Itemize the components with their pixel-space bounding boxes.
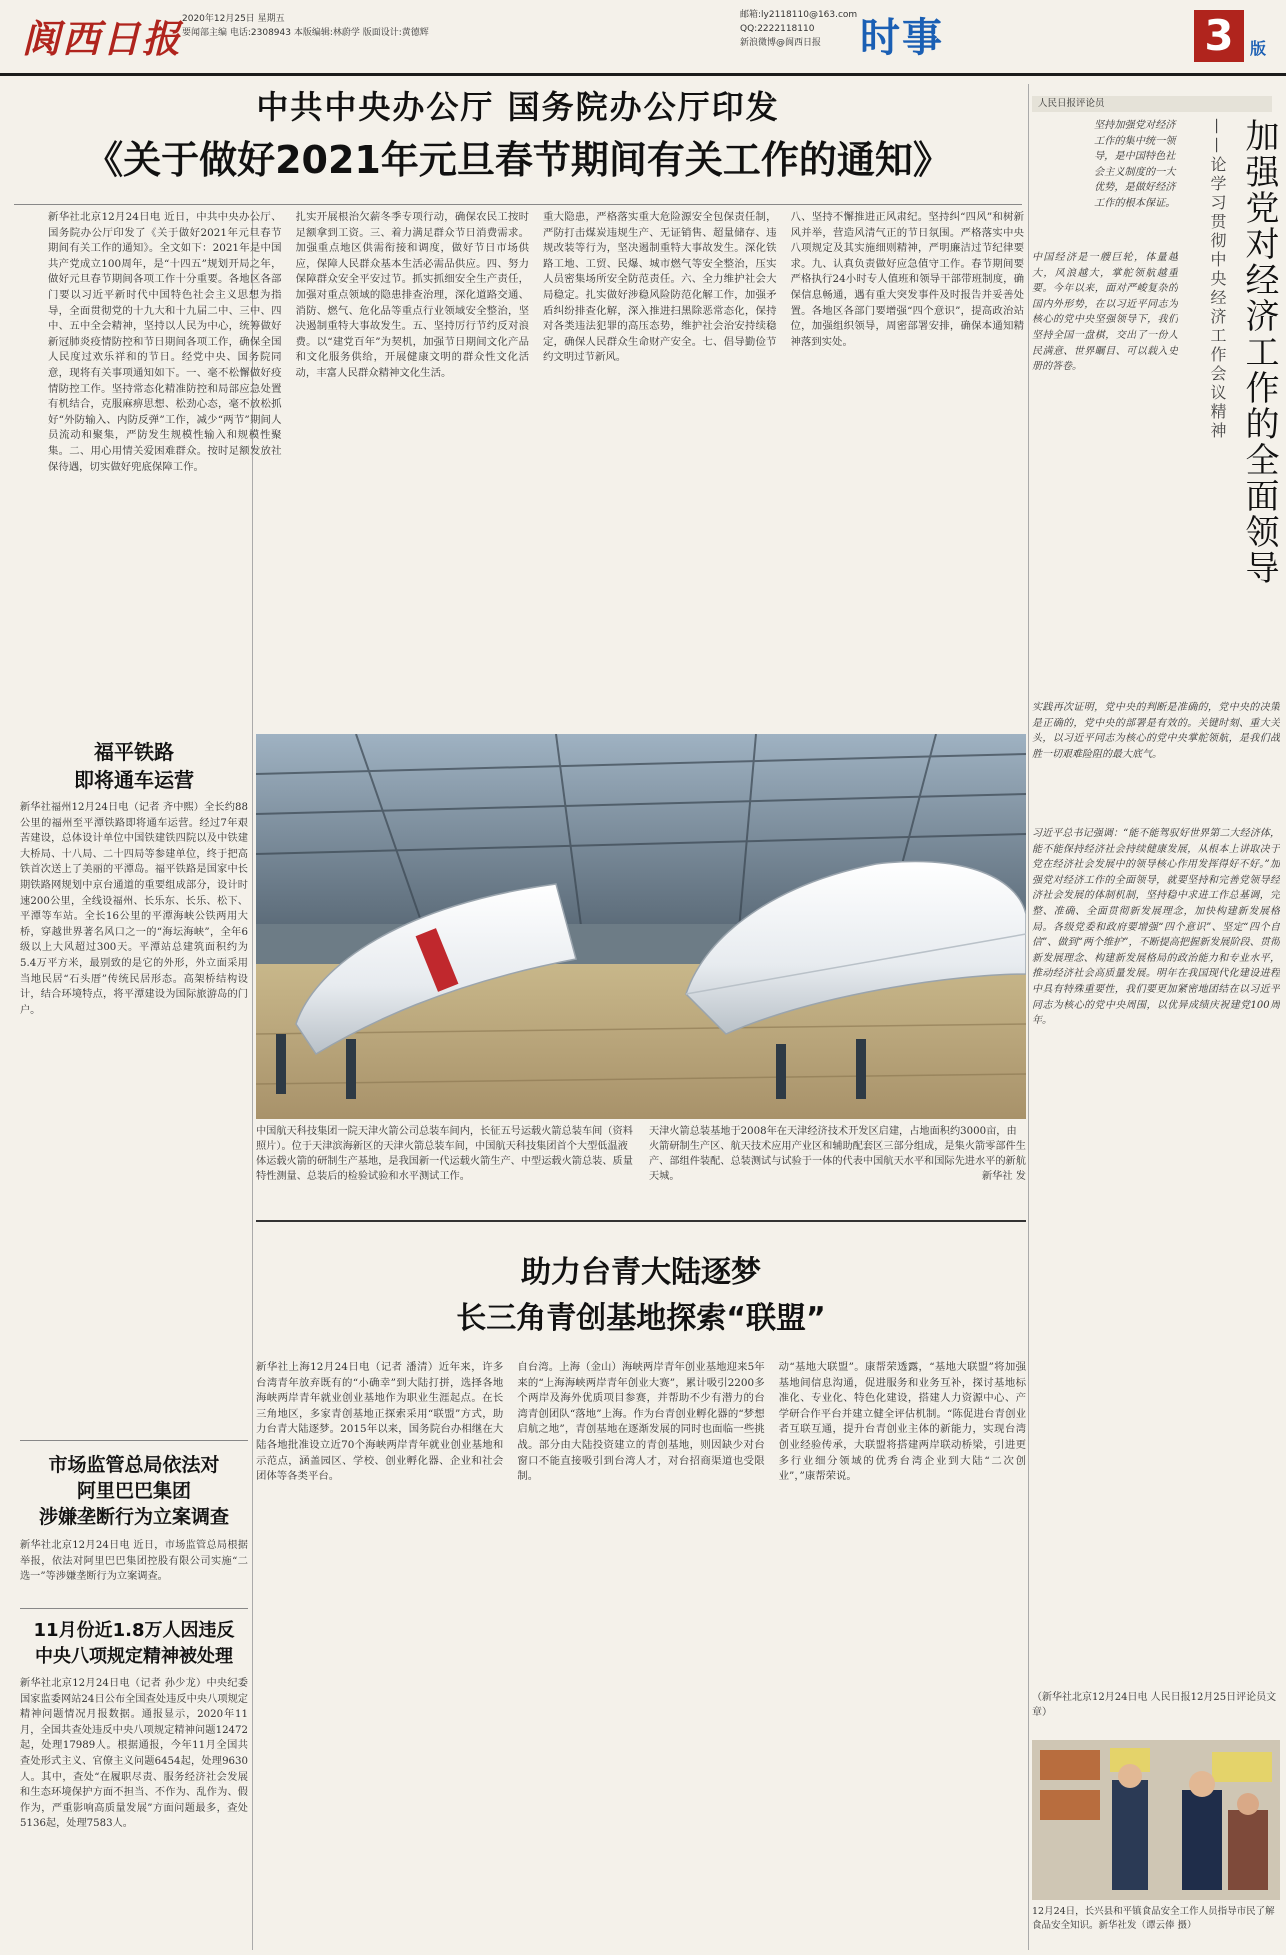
masthead (0, 0, 1286, 76)
photo-caption-left: 中国航天科技集团一院天津火箭公司总装车间内，长征五号运载火箭总装车间（资料照片）。位于天津滨海新区的天津火箭总装车间，中国航天科技集团首个大型低温液体运载火箭的研制生产基地，是我国新一代运载火箭生产、中型运载火箭总装、质量特性测量、总装后的检验试验和水平测试工作。 (256, 1126, 633, 1182)
commentary-body: 实践再次证明，党中央的判断是准确的，党中央的决策是正确的，党中央的部署是有效的。关键时刻、重大关头，以习近平同志为核心的党中央掌舵领航，是我们战胜一切艰难险阻的最大底气。 (1032, 702, 1280, 760)
date-line: 2020年12月25日 星期五 (182, 14, 285, 24)
page-suffix: 版 (1250, 39, 1267, 58)
page-number: 3 (1194, 10, 1244, 62)
commentary-tag: 人民日报评论员 (1032, 96, 1272, 112)
photo-captions (256, 1124, 1026, 1208)
commentary-source: （新华社北京12月24日电 人民日报12月25日评论员文章） (1032, 1692, 1277, 1718)
main-headline (14, 82, 1022, 200)
article-column: 重大隐患，严格落实重大危险源安全包保责任制，严防打击煤炭违规生产、无证销售、超量储存、违规改装等行为，坚决遏制重特大事故发生。深化铁路工地、工贸、民爆、城市燃气等安全整治，压实人员密集场所安全防范责任。六、全力维护社会大局稳定。扎实做好涉稳风险防范化解工作，加强矛盾纠纷排查化解，深入推进扫黑除恶常态化，保持对各类违法犯罪的高压态势，维护社会治安持续稳定，确保人民群众生命财产安全。七、倡导勤俭节约文明过节新风。 (543, 211, 777, 364)
commentary-title (1184, 118, 1280, 678)
photo-credit: 新华社 发 (982, 1171, 1026, 1182)
food-safety-caption: 12月24日，长兴县和平镇食品安全工作人员指导市民了解食品安全知识。新华社发（谭云俸 摄） (1032, 1906, 1275, 1931)
side-article-body: 新华社北京12月24日电（记者 孙少龙）中央纪委国家监委网站24日公布全国查处违反中央八项规定精神问题情况月报数据。通报显示，2020年11月，全国共查处违反中央八项规定精神问题12472起，处理17989人。根据通报，今年11月全国共查处形式主义、官僚主义问题6454起，处理9630人。其中，查处“在履职尽责、服务经济社会发展和生态环境保护方面不担当、不作为、乱作为、假作为，严重影响高质量发展”方面问题最多，查处5136起，处理7583人。 (20, 1678, 248, 1830)
contact-info (740, 8, 857, 50)
photo-caption-right: 天津火箭总装基地于2008年在天津经济技术开发区启建，占地面积约3000亩，由火箭研制生产区、航天技术应用产业区和辅助配套区三部分组成，是集火箭零部件生产、部组件装配、总装测试与试验于一体的代表中国航天水平和国际先进水平的新航天城。 新华社 发 (649, 1126, 1026, 1182)
newspaper-logo: 阆西日报 (22, 16, 183, 61)
divider (256, 1220, 1026, 1222)
issue-info (182, 12, 429, 40)
main-article-body (48, 210, 1024, 722)
article-column: 新华社上海12月24日电（记者 潘清）近年来，许多台湾青年放弃既有的“小确幸”到大陆打拼，选择各地海峡两岸青年就业创业基地作为职业生涯起点。在长三角地区，多家青创基地正探索采用“联盟”方式，助力台青大陆逐梦。2015年以来，国务院台办相继在大陆各地批准设立近70个海峡两岸青年就业创业基地和示范点，涵盖园区、学校、创业孵化器、企业和社会团体等各类平台。 (256, 1361, 504, 1483)
side-article-body: 新华社北京12月24日电 近日，市场监管总局根据举报，依法对阿里巴巴集团控股有限公司实施“二选一”等涉嫌垄断行为立案调查。 (20, 1540, 248, 1583)
qq: QQ:2222118110 (740, 24, 815, 34)
article-column: 动“基地大联盟”。康帮荣透露，“基地大联盟”将加强基地间信息沟通，促进服务和业务互补，探讨基地标准化、专业化、特色化建设，搭建人力资源中心、产学研合作平台并建立健全评估机制。“陈促进台青创业者互联互通，提升台青创业主体的新能力，实现台湾创业经验传承，大联盟将搭建两岸联动桥梁，引进更多行业细分领域的优秀台湾企业到大陆“二次创业”，”康帮荣说。 (778, 1361, 1026, 1483)
commentary-title-main: 加强党对经济工作的全面领导 (1239, 118, 1279, 586)
commentary-subtitle: ——论学习贯彻中央经济工作会议精神 (1208, 118, 1227, 441)
side-headline: 11月份近1.8万人因违反 中央八项规定精神被处理 (33, 1620, 235, 1667)
article-column: 八、坚持不懈推进正风肃纪。坚持纠“四风”和树新风并举，营造风清气正的节日氛围。严格落实中央八项规定及其实施细则精神，严明廉洁过节纪律要求。九、认真负责做好应急值守工作。春节期间要严格执行24小时专人值班和领导干部带班制度，确保信息畅通，遇有重大突发事件及时报告并妥善处置。各地区各部门要增强“四个意识”，提高政治站位，加强组织领导，周密部署安排，确保本通知精神落到实处。 (790, 211, 1024, 348)
commentary-body: 习近平总书记强调：“能不能驾驭好世界第二大经济体，能不能保持经济社会持续健康发展，从根本上讲取决于党在经济社会发展中的领导核心作用发挥得好不好。”加强党对经济工作的全面领导，就要坚持和完善党领导经济社会发展的体制机制，坚持稳中求进工作总基调，完整、准确、全面贯彻新发展理念，加快构建新发展格局。各级党委和政府要增强“四个意识”、坚定“四个自信”、做到“两个维护”，不断提高把握新发展阶段、贯彻新发展理念、构建新发展格局的政治能力和专业水平，推动经济社会高质量发展。明年在我国现代化建设进程中具有特殊重要性，我们要更加紧密地团结在以习近平同志为核心的党中央周围，以优异成绩庆祝建党100周年。 (1032, 828, 1280, 1027)
side-headline: 市场监管总局依法对 阿里巴巴集团 涉嫌垄断行为立案调查 (38, 1454, 229, 1528)
side-article-body: 新华社福州12月24日电（记者 齐中熙）全长约88公里的福州至平潭铁路即将通车运营。经过7年艰苦建设，总体设计单位中国铁建铁四院以及中铁建大桥局、十八局、二十四局等参建单位，终于把高铁首次送上了美丽的平潭岛。福平铁路是国家中长期铁路网规划中京台通道的重要组成部分，设计时速200公里，全线设福州、长乐东、长乐、松下、平潭等车站。全长16公里的平潭海峡公铁两用大桥，穿越世界著名风口之一的“海坛海峡”，全年6级以上大风超过300天。平潭站总建筑面积约为5.4万平方米，最别致的是它的外形，外立面采用当地民居“石头厝”传统民居形态。高架桥结构设计，结合环境特点，将平潭建设为国际旅游岛的门户。 (20, 802, 248, 1016)
rocket-factory-photo (256, 734, 1026, 1119)
section-name: 时事 (860, 15, 944, 61)
side-headline: 福平铁路 即将通车运营 (74, 740, 194, 792)
editor-line: 要闻部主编 电话:2308943 本版编辑:林蔚学 版面设计:黄德辉 (182, 28, 429, 38)
article-column: 新华社北京12月24日电 近日，中共中央办公厅、国务院办公厅印发了《关于做好2021年元旦春节期间有关工作的通知》。全文如下：2021年是中国共产党成立100周年，是“十四五”规划开局之年，做好元旦春节期间各项工作十分重要。各地区各部门要以习近平新时代中国特色社会主义思想为指导，全面贯彻党的十九大和十九届二中、三中、四中、五中全会精神，坚持以人民为中心，统筹做好新冠肺炎疫情防控和节日期间各项工作，确保全国人民度过欢乐祥和的节日。经党中央、国务院同意，现将有关事项通知如下。一、毫不松懈做好疫情防控工作。坚持常态化精准防控和局部应急处置有机结合，克服麻痹思想、松劲心态，毫不放松抓好“外防输入、内防反弹”工作，减少“两节”期间人员流动和聚集，严防发生规模性输入和规模性聚集。二、用心用情关爱困难群众。按时足额发放社保待遇，切实做好兜底保障工作。 (48, 211, 282, 473)
food-safety-photo (1032, 1740, 1280, 1900)
divider (20, 1608, 248, 1609)
divider (1028, 84, 1029, 1950)
taiwan-article-headline: 助力台青大陆逐梦 长三角青创基地探索“联盟” (456, 1255, 826, 1336)
commentary-lead: 坚持加强党对经济工作的集中统一领导，是中国特色社会主义制度的一大优势，是做好经济工作的根本保证。 (1094, 120, 1176, 209)
taiwan-article-body (256, 1360, 1026, 1945)
divider (20, 1440, 248, 1441)
market-photo-illustration (1032, 1740, 1280, 1900)
main-headline-line2: 《关于做好2021年元旦春节期间有关工作的通知》 (85, 138, 951, 182)
article-column: 自台湾。上海（金山）海峡两岸青年创业基地迎来5年来的“上海海峡两岸青年创业大赛”，累计吸引2200多个两岸及海外优质项目参赛，并帮助不少有潜力的台湾青创团队“落地”上海。作为台青创业孵化器的“梦想启航之地”，青创基地在逐渐发展的同时也面临一些挑战。部分由大陆投资建立的青创基地，则因缺少对台窗口不能直接吸引到台湾人才，对台招商渠道也受限制。 (517, 1361, 765, 1483)
rocket-photo-illustration (256, 734, 1026, 1119)
weibo: 新浪微博@阆西日报 (740, 38, 822, 48)
main-headline-line1: 中共中央办公厅 国务院办公厅印发 (256, 88, 780, 126)
divider (14, 204, 1022, 205)
commentary-body: 中国经济是一艘巨轮，体量越大，风浪越大，掌舵领航越重要。今年以来，面对严峻复杂的国内外形势，在以习近平同志为核心的党中央坚强领导下，我们坚持全国一盘棋，交出了一份人民满意、世界瞩目、可以载入史册的答卷。 (1032, 252, 1178, 373)
email: 邮箱:ly2118110@163.com (740, 10, 858, 20)
article-column: 扎实开展根治欠薪冬季专项行动，确保农民工按时足额拿到工资。三、着力满足群众节日消费需求。加强重点地区供需衔接和调度，做好节日市场供应，保障人民群众基本生活必需品供应。四、努力保障群众安全平安过节。抓实抓细安全生产责任，加强对重点领域的隐患排查治理，深化道路交通、消防、燃气、危化品等重点行业领域安全整治，坚决遏制重特大事故发生。五、坚持厉行节约反对浪费。以“建党百年”为契机，加强节日期间文化产品和文化服务供给，开展健康文明的群众性文化活动，丰富人民群众精神文化生活。 (295, 211, 529, 379)
